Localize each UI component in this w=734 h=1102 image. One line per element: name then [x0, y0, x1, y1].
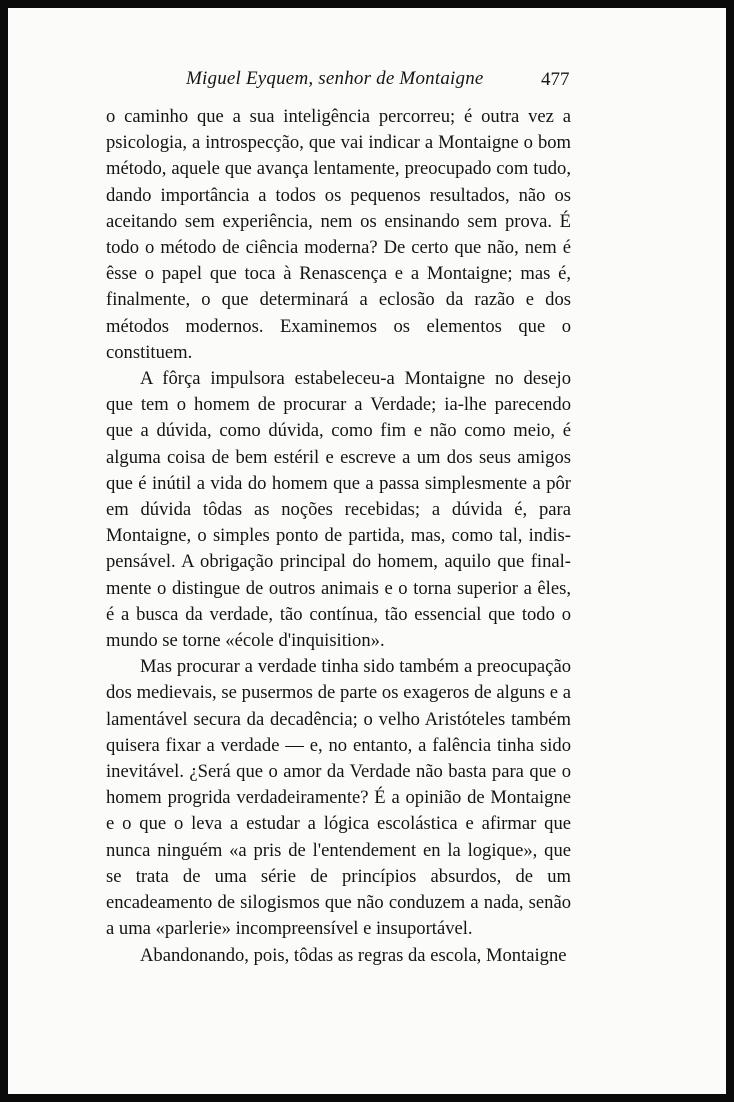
paragraph-3: Mas procurar a verdade tinha sido também a preocupação dos medievais, se pusermos de parte os exageros de alguns e a lamentável secura da decadência; o velho Aristóteles também quisera fixar a verdade — e, no entanto, a falência tinha sido inevitável. ¿Será que o amor da Verdade não basta para que o homem progrida verdadeiramente? É a opinião de Montaigne e o que o leva a estudar a lógica escolástica e afirmar que nunca ninguém «a pris de l'entendement en la logique», que se trata de uma série de princípios absurdos, de um encadeamento de silogismos que não conduzem a nada, senão a uma «parlerie» incompreensível e insuportável.	[106, 656, 571, 940]
book-page	[8, 8, 726, 1094]
running-title: Miguel Eyquem, senhor de Montaigne	[186, 68, 484, 89]
paragraph-1: o caminho que a sua inteligência percorreu; é outra vez a psicologia, a introspecção, que vai indicar a Montaigne o bom método, aquele que avança lentamente, preocupado com tudo, dando importância a todos os pequenos resultados, não os aceitando sem experiência, nem os ensinando sem prova. É todo o método de ciência moderna? De certo que não, nem é êsse o papel que toca à Renascença e a Montaigne; mas é, finalmente, o que determinará a eclosão da razão e dos métodos modernos. Examinemos os elementos que o constituem.	[106, 106, 571, 363]
paragraph-2: A fôrça impulsora estabeleceu-a Montaigne no desejo que tem o homem de procurar a Verdade; ia-lhe parecendo que a dúvida, como dúvida, como fim e não como meio, é alguma coisa de bem estéril e escreve a um dos seus amigos que é inútil a vida do homem que a passa simplesmente a pôr em dúvida tôdas as noções recebidas; a dúvida é, para Montaigne, o simples ponto de partida, mas, como tal, indispensável. A obrigação principal do homem, aquilo que finalmente o distingue de outros animais e o torna superior a êles, é a busca da verdade, tão contínua, tão essencial que todo o mundo se torne «école d'inquisition».	[106, 368, 571, 652]
page-header	[8, 68, 726, 98]
page-number: 477	[541, 69, 570, 90]
body-text	[106, 104, 571, 969]
paragraph-4: Abandonando, pois, tôdas as regras da escola, Montaigne	[140, 944, 567, 966]
